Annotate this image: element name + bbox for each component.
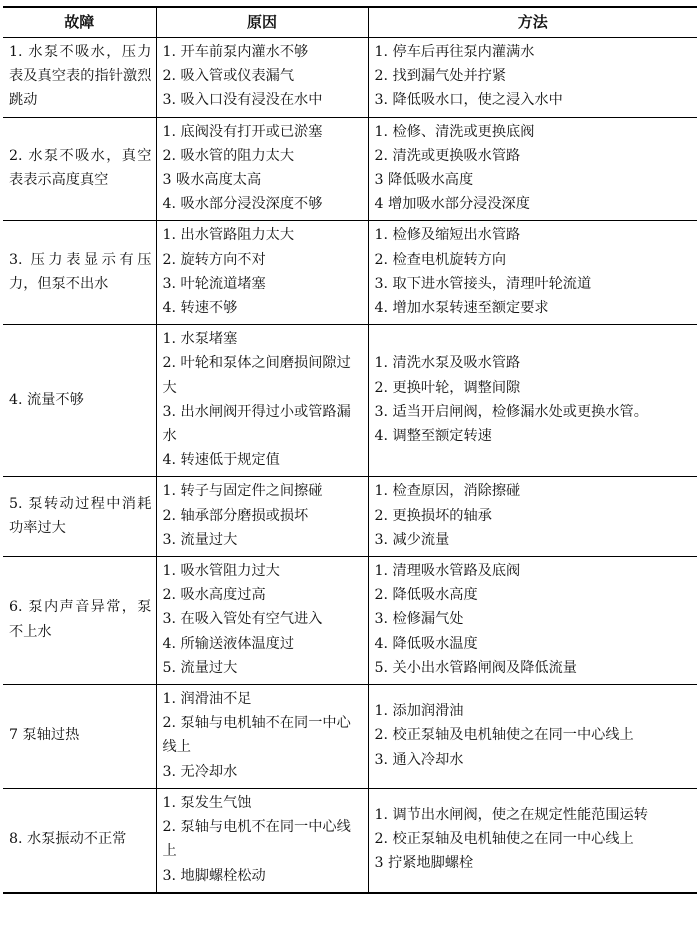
method-item: 3. 检修漏气处 [374, 611, 464, 628]
fault-cell: 2. 水泵不吸水，真空表表示高度真空 [3, 117, 156, 221]
cause-cell [156, 117, 368, 221]
cause-item: 3. 地脚螺栓松动 [162, 867, 266, 884]
cause-item: 1. 吸水管阻力过大 [162, 563, 280, 580]
table-row [3, 221, 697, 325]
cause-item: 3 吸水高度太高 [162, 172, 262, 189]
method-cell [368, 788, 697, 892]
method-item: 2. 校正泵轴及电机轴使之在同一中心线上 [374, 727, 634, 744]
cause-item: 1. 底阀没有打开或已淤塞 [162, 123, 323, 140]
method-cell [368, 477, 697, 557]
fault-cell: 6. 泵内声音异常，泵不上水 [3, 557, 156, 685]
method-item: 2. 更换叶轮，调整间隙 [374, 379, 521, 396]
method-item: 2. 更换损坏的轴承 [374, 507, 492, 524]
cause-item: 2. 吸水高度过高 [162, 587, 266, 604]
header-cause: 原因 [156, 7, 368, 38]
cause-cell [156, 557, 368, 685]
table-row [3, 38, 697, 118]
fault-cell: 8. 水泵振动不正常 [3, 788, 156, 892]
cause-item: 4. 所输送液体温度过 [162, 635, 295, 652]
fault-cell: 7 泵轴过热 [3, 685, 156, 789]
cause-cell [156, 788, 368, 892]
cause-item: 4. 吸水部分浸没深度不够 [162, 196, 323, 213]
table-row [3, 557, 697, 685]
method-item: 2. 找到漏气处并拧紧 [374, 68, 507, 85]
method-cell [368, 557, 697, 685]
cause-item: 4. 转速不够 [162, 300, 238, 317]
method-item: 3 拧紧地脚螺栓 [374, 855, 474, 872]
method-item: 3 降低吸水高度 [374, 172, 474, 189]
method-cell [368, 38, 697, 118]
method-item: 5. 关小出水管路闸阀及降低流量 [374, 659, 577, 676]
method-item: 4. 调整至额定转速 [374, 428, 492, 445]
method-item: 2. 校正泵轴及电机轴使之在同一中心线上 [374, 831, 634, 848]
fault-cell: 4. 流量不够 [3, 325, 156, 477]
table-row [3, 117, 697, 221]
cause-item: 1. 出水管路阻力太大 [162, 227, 295, 244]
table-row [3, 477, 697, 557]
method-item: 4 增加吸水部分浸没深度 [374, 196, 530, 213]
fault-cell: 5. 泵转动过程中消耗功率过大 [3, 477, 156, 557]
method-item: 1. 检修、清洗或更换底阀 [374, 123, 535, 140]
fault-cell: 3. 压力表显示有压力，但泵不出水 [3, 221, 156, 325]
header-row [3, 7, 697, 38]
table-row [3, 325, 697, 477]
method-cell [368, 325, 697, 477]
method-item: 1. 清理吸水管路及底阀 [374, 563, 521, 580]
method-item: 3. 减少流量 [374, 531, 450, 548]
cause-item: 2. 泵轴与电机不在同一中心线上 [162, 819, 351, 860]
cause-item: 3. 出水闸阀开得过小或管路漏水 [162, 403, 351, 445]
cause-item: 3. 流量过大 [162, 531, 238, 548]
cause-item: 1. 开车前泵内灌水不够 [162, 44, 309, 60]
cause-item: 2. 叶轮和泵体之间磨损间隙过大 [162, 355, 351, 396]
table-row [3, 685, 697, 789]
cause-item: 2. 轴承部分磨损或损坏 [162, 507, 309, 524]
method-item: 3. 适当开启闸阀，检修漏水处或更换水管。 [374, 403, 648, 420]
method-item: 1. 调节出水闸阀，使之在规定性能范围运转 [374, 806, 648, 823]
cause-item: 3. 叶轮流道堵塞 [162, 275, 266, 292]
table-row [3, 788, 697, 892]
cause-item: 1. 润滑油不足 [162, 691, 252, 708]
method-item: 3. 通入冷却水 [374, 751, 464, 768]
cause-item: 2. 吸入管或仪表漏气 [162, 68, 295, 85]
method-item: 1. 清洗水泵及吸水管路 [374, 355, 521, 372]
method-item: 1. 检查原因，消除擦碰 [374, 483, 521, 500]
method-item: 2. 清洗或更换吸水管路 [374, 147, 521, 164]
method-item: 1. 添加润滑油 [374, 703, 464, 720]
fault-cell: 1. 水泵不吸水，压力表及真空表的指针激烈跳动 [3, 38, 156, 118]
troubleshooting-table [3, 6, 697, 894]
method-item: 3. 取下进水管接头，清理叶轮流道 [374, 275, 592, 292]
method-cell [368, 117, 697, 221]
cause-item: 2. 旋转方向不对 [162, 251, 266, 268]
header-fault: 故障 [3, 7, 156, 38]
method-item: 3. 降低吸水口，使之浸入水中 [374, 92, 563, 109]
cause-cell [156, 325, 368, 477]
method-item: 4. 降低吸水温度 [374, 635, 478, 652]
cause-cell [156, 685, 368, 789]
cause-cell [156, 477, 368, 557]
cause-item: 4. 转速低于规定值 [162, 452, 280, 469]
cause-item: 1. 水泵堵塞 [162, 331, 238, 348]
cause-item: 1. 转子与固定件之间擦碰 [162, 483, 323, 500]
method-item: 2. 检查电机旋转方向 [374, 251, 507, 268]
method-item: 4. 增加水泵转速至额定要求 [374, 300, 549, 317]
method-item: 1. 停车后再往泵内灌满水 [374, 44, 535, 60]
cause-item: 5. 流量过大 [162, 659, 238, 676]
cause-item: 1. 泵发生气蚀 [162, 794, 252, 811]
cause-item: 3. 吸入口没有浸没在水中 [162, 92, 323, 109]
cause-item: 2. 泵轴与电机轴不在同一中心线上 [162, 715, 351, 756]
method-item: 1. 检修及缩短出水管路 [374, 227, 521, 244]
method-item: 2. 降低吸水高度 [374, 587, 478, 604]
cause-cell [156, 221, 368, 325]
header-method: 方法 [368, 7, 697, 38]
cause-item: 3. 在吸入管处有空气进入 [162, 611, 323, 628]
method-cell [368, 221, 697, 325]
method-cell [368, 685, 697, 789]
cause-item: 2. 吸水管的阻力太大 [162, 147, 295, 164]
cause-item: 3. 无冷却水 [162, 763, 238, 780]
cause-cell [156, 38, 368, 118]
